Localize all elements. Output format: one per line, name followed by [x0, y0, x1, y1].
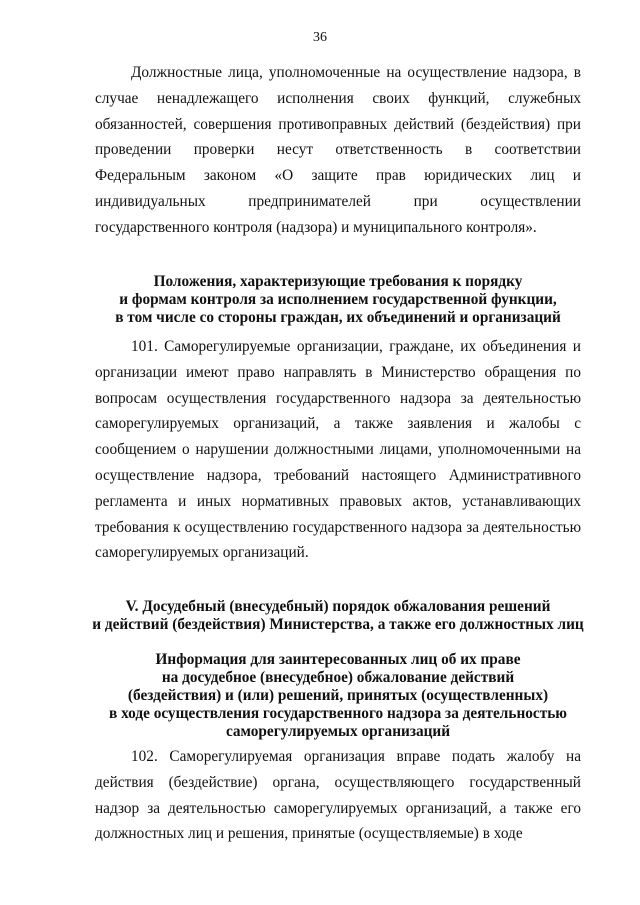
page-number: 36 — [313, 30, 327, 45]
heading-line: на досудебное (внесудебное) обжалование действий — [161, 669, 515, 686]
paragraph-text: Должностные лица, уполномоченные на осуществление надзора, в случае ненадлежащего исполнения своих функций, служебных обязанностей, совершения противоправных действий (бездействия) при проведении проверки несут ответственность в соответствии Федеральным законом «О защите прав юридических лиц и индивидуальных предпринимателей при осуществлении государственного контроля (надзора) и муниципального контроля». — [95, 64, 581, 236]
heading-line: в ходе осуществления государственного надзора за деятельностью — [108, 705, 567, 722]
heading-line: в том числе со стороны граждан, их объединений и организаций — [115, 309, 561, 326]
heading-control-requirements — [90, 273, 586, 327]
paragraph-officials-responsibility — [95, 60, 581, 241]
paragraph-text: 102. Саморегулируемая организация вправе подать жалобу на действия (бездействие) органа, осуществляющего государственный надзор за деятельностью саморегулируемых организаций, а также его должностных лиц и решения, принятые (осуществляемые) в ходе — [95, 748, 581, 843]
heading-line: саморегулируемых организаций — [225, 723, 451, 740]
heading-line: V. Досудебный (внесудебный) порядок обжалования решений — [125, 598, 551, 615]
heading-line: Информация для заинтересованных лиц об их праве — [155, 651, 521, 668]
heading-information-for-interested-parties — [90, 651, 586, 741]
heading-line: Положения, характеризующие требования к порядку — [153, 273, 523, 290]
paragraph-102 — [95, 744, 581, 847]
paragraph-101 — [95, 334, 581, 566]
paragraph-text: 101. Саморегулируемые организации, граждане, их объединения и организации имеют право направлять в Министерство обращения по вопросам осуществления государственного надзора за деятельностью саморегулируемых организаций, а также заявления и жалобы с сообщением о нарушении должностными лицами, уполномоченными на осуществление надзора, требований настоящего Административного регламента и иных нормативных правовых актов, устанавливающих требования к осуществлению государственного надзора за деятельностью саморегулируемых организаций. — [95, 338, 581, 562]
heading-line: и действий (бездействия) Министерства, а также его должностных лиц — [92, 616, 584, 633]
heading-line: и формам контроля за исполнением государственной функции, — [119, 291, 557, 308]
heading-section-v — [90, 598, 586, 634]
heading-line: (бездействия) и (или) решений, принятых (осуществленных) — [127, 687, 549, 704]
